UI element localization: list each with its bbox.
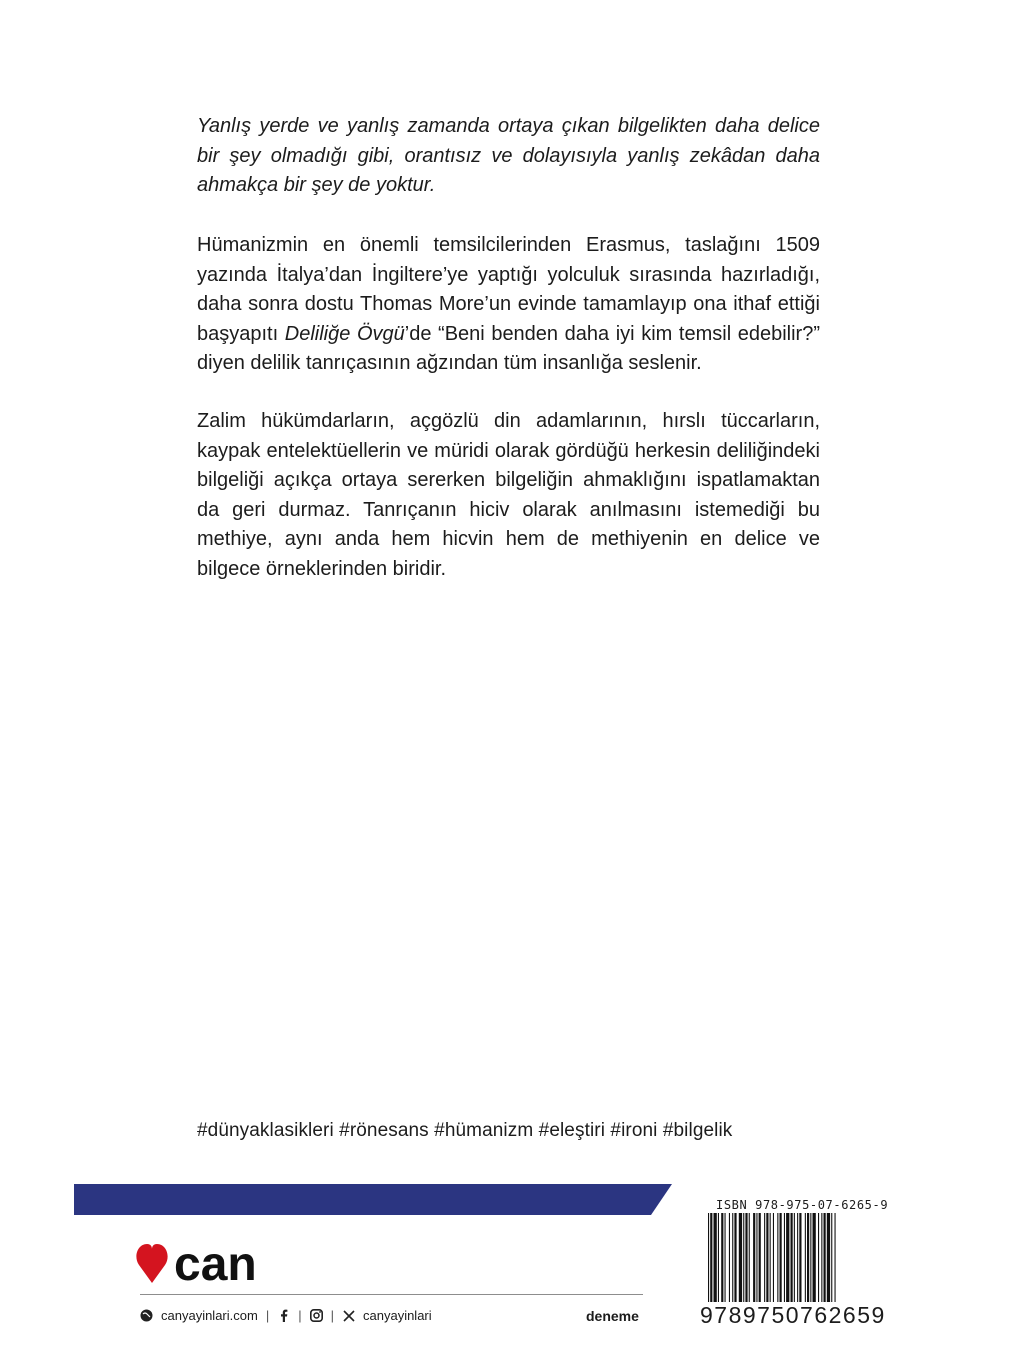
barcode-bar	[710, 1213, 712, 1308]
paragraph-1-text-a: Hümanizmin en önemli temsilcilerinden Erasmus, taslağını 1509 yazında İtalya’dan İngiltere’ye yaptığı yolculuk sırasında hazırladığı, daha sonra dostu Thomas More’un evinde tamamlayıp ona ithaf ettiği başyapıtı	[197, 234, 820, 345]
barcode-bar	[743, 1213, 744, 1308]
barcode-bar	[824, 1213, 826, 1308]
barcode-bar	[759, 1213, 761, 1308]
barcode-bar	[725, 1213, 726, 1308]
separator: |	[330, 1308, 334, 1323]
barcode	[706, 1213, 892, 1308]
barcode-bar	[835, 1213, 836, 1308]
barcode-bar	[813, 1213, 816, 1308]
separator: |	[298, 1308, 302, 1323]
barcode-bar	[764, 1213, 765, 1308]
barcode-bar	[766, 1213, 768, 1308]
barcode-bar	[786, 1213, 789, 1308]
barcode-bar	[805, 1213, 806, 1308]
barcode-bar	[729, 1213, 730, 1308]
heart-icon	[136, 1244, 167, 1283]
description-paragraph-2: Zalim hükümdarların, açgözlü din adamlarının, hırslı tüccarların, kaypak entelektüellerin ve müridi olarak gördüğü herkesin deliliğindeki bilgeliği açıkça ortaya sererken bilgeliğin ahmaklığını ispatlamaktan da geri durmaz. Tanrıçanın hiciv olarak anılmasını istemediği bu methiye, aynı anda hem hicvin hem de methiyenin en delice ve bilgece örneklerinden biridir.	[197, 410, 820, 580]
barcode-bar	[749, 1213, 750, 1308]
barcode-bar	[827, 1213, 830, 1308]
barcode-bar	[807, 1213, 809, 1308]
barcode-bar	[780, 1213, 782, 1308]
barcode-bar	[797, 1213, 798, 1308]
separator: |	[265, 1308, 270, 1323]
barcode-bar	[831, 1213, 832, 1308]
barcode-bar	[784, 1213, 785, 1308]
barcode-bar	[773, 1213, 774, 1308]
blue-band	[74, 1184, 672, 1215]
instagram-icon[interactable]	[310, 1309, 323, 1322]
barcode-bar	[745, 1213, 747, 1308]
barcode-bar	[732, 1213, 733, 1308]
barcode-bar	[791, 1213, 793, 1308]
social-handle[interactable]: canyayinlari	[363, 1308, 432, 1323]
barcode-bar	[821, 1213, 822, 1308]
description-paragraph-1	[197, 231, 820, 379]
barcode-bar	[734, 1213, 736, 1308]
barcode-number: 9789750762659	[700, 1302, 886, 1328]
publisher-logo	[136, 1238, 286, 1286]
barcode-bar	[818, 1213, 819, 1308]
barcode-bar	[739, 1213, 742, 1308]
barcode-bar	[756, 1213, 757, 1308]
barcode-bar	[794, 1213, 795, 1308]
barcode-bar	[718, 1213, 719, 1308]
globe-icon	[140, 1309, 153, 1322]
barcode-bar	[721, 1213, 723, 1308]
publisher-links	[140, 1308, 432, 1323]
facebook-icon[interactable]	[277, 1309, 290, 1322]
book-title: Deliliğe Övgü	[284, 322, 405, 345]
barcode-bar	[810, 1213, 811, 1308]
paragraph-1-text-b: ’de “Beni benden daha iyi kim temsil edebilir?” diyen delilik tanrıçasının ağzından tüm insanlığa seslenir.	[197, 322, 820, 374]
barcode-bar	[708, 1213, 709, 1308]
barcode-bar	[777, 1213, 778, 1308]
hashtags: #dünyaklasikleri #rönesans #hümanizm #eleştiri #ironi #bilgelik	[197, 1120, 733, 1141]
footer-divider	[140, 1294, 643, 1295]
isbn-label: ISBN 978-975-07-6265-9	[716, 1198, 889, 1212]
genre-label: deneme	[586, 1308, 639, 1324]
logo-wordmark: can	[174, 1238, 257, 1286]
epigraph: Yanlış yerde ve yanlış zamanda ortaya çıkan bilgelikten daha delice bir şey olmadığı gibi, orantısız ve dolayısıyla yanlış zekâdan daha ahmakça bir şey de yoktur.	[197, 115, 820, 196]
barcode-bar	[770, 1213, 771, 1308]
barcode-bar	[799, 1213, 801, 1308]
barcode-bar	[714, 1213, 717, 1308]
website-link[interactable]: canyayinlari.com	[161, 1308, 258, 1323]
barcode-bar	[753, 1213, 755, 1308]
x-icon[interactable]	[342, 1309, 355, 1322]
